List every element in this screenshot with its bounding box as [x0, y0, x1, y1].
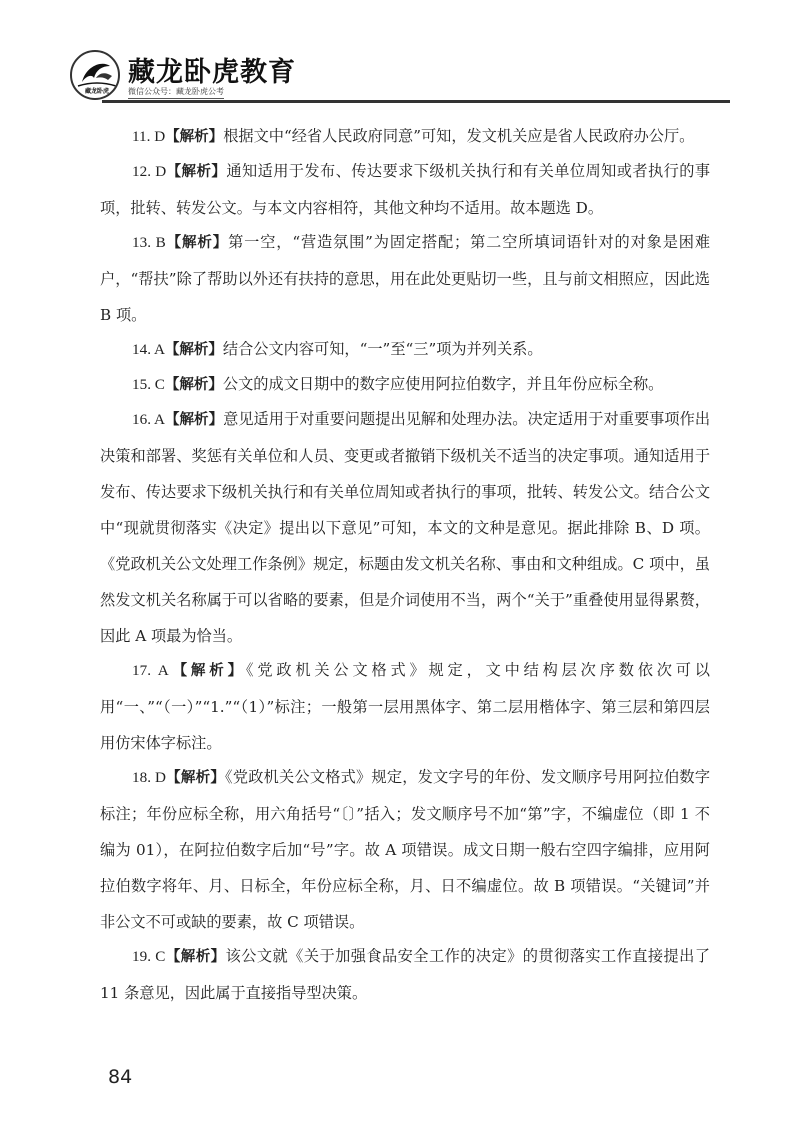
answer-text: 《党政机关公文格式》规定，文中结构层次序数依次可以用“一、”“（一）”“1.”“（1）”标注；一般第一层用黑体字、第二层用楷体字、第三层和第四层用仿宋体字标注。 — [100, 661, 710, 752]
answer-list — [100, 118, 710, 1009]
page-number: 84 — [108, 1066, 133, 1088]
answer-item — [100, 366, 710, 403]
analysis-tag: 【解析】 — [165, 770, 226, 786]
answer-number: 15. C — [132, 376, 165, 393]
answer-number: 11. D — [132, 128, 166, 145]
answer-item — [100, 224, 710, 333]
answer-item — [100, 652, 710, 761]
answer-number: 16. A — [132, 411, 165, 428]
brand-title: 藏龙卧虎教育 — [128, 57, 296, 88]
header-divider — [102, 100, 730, 103]
analysis-tag: 【解析】 — [165, 235, 229, 251]
answer-item — [100, 153, 710, 226]
analysis-tag: 【解析】 — [166, 164, 227, 180]
answer-text: 意见适用于对重要问题提出见解和处理办法。决定适用于对重要事项作出决策和部署、奖惩有关单位和人员、变更或者撤销下级机关不适当的决定事项。通知适用于发布、传达要求下级机关执行和有关单位周知或者执行的事项，批转、转发公文。结合公文中“现就贯彻落实《决定》提出以下意见”可知，本文的文种是意见。据此排除 B、D 项。《党政机关公文处理工作条例》规定，标题由发文机关名称、事由和文种组成。C 项中，虽然发文机关名称属于可以省略的要素，但是介词使用不当，两个“关于”重叠使用显得累赘，因此 A 项最为恰当。 — [100, 410, 711, 645]
answer-item — [100, 759, 710, 940]
analysis-tag: 【解析】 — [164, 412, 224, 428]
logo-text: 藏龙卧虎 — [84, 88, 109, 95]
analysis-tag: 【解析】 — [168, 663, 246, 679]
answer-number: 14. A — [132, 341, 165, 358]
answer-number: 19. C — [132, 948, 166, 965]
answer-number: 17. A — [132, 662, 169, 679]
brand-tagline: 微信公众号：藏龙卧虎公考 — [128, 86, 224, 99]
answer-number: 18. D — [132, 769, 166, 786]
answer-item — [100, 938, 710, 1011]
answer-text: 根据文中“经省人民政府同意”可知，发文机关应是省人民政府办公厅。 — [223, 127, 695, 145]
logo-icon — [70, 50, 120, 100]
analysis-tag: 【解析】 — [165, 129, 224, 145]
analysis-tag: 【解析】 — [165, 949, 226, 965]
answer-item — [100, 331, 710, 368]
answer-number: 13. B — [132, 234, 166, 251]
answer-text: 通知适用于发布、传达要求下级机关执行和有关单位周知或者执行的事项，批转、转发公文。与本文内容相符，其他文种均不适用。故本题选 D。 — [100, 162, 711, 217]
answer-number: 12. D — [132, 163, 167, 180]
answer-item — [100, 118, 710, 155]
analysis-tag: 【解析】 — [164, 377, 223, 393]
answer-text: 结合公文内容可知，“一”至“三”项为并列关系。 — [222, 340, 543, 358]
answer-text: 第一空，“营造氛围”为固定搭配；第二空所填词语针对的对象是困难户，“帮扶”除了帮助以外还有扶持的意思，用在此处更贴切一些，且与前文相照应，因此选 B 项。 — [100, 233, 711, 324]
answer-text: 《党政机关公文格式》规定，发文字号的年份、发文顺序号用阿拉伯数字标注；年份应标全称，用六角括号“〔〕”括入；发文顺序号不加“第”字，不编虚位（即 1 不编为 01），在阿拉伯数字后加“号”字。故 A 项错误。成文日期一般右空四字编排，应用阿拉伯数字将年、月、日标全，年份应标全称，月、日不编虚位。故 B 项错误。“关键词”并非公文不可或缺的要素，故 C 项错误。 — [100, 768, 711, 931]
answer-item — [100, 401, 710, 654]
analysis-tag: 【解析】 — [164, 342, 223, 358]
answer-text: 该公文就《关于加强食品安全工作的决定》的贯彻落实工作直接提出了 11 条意见，因此属于直接指导型决策。 — [100, 947, 711, 1002]
answer-text: 公文的成文日期中的数字应使用阿拉伯数字，并且年份应标全称。 — [222, 375, 664, 393]
